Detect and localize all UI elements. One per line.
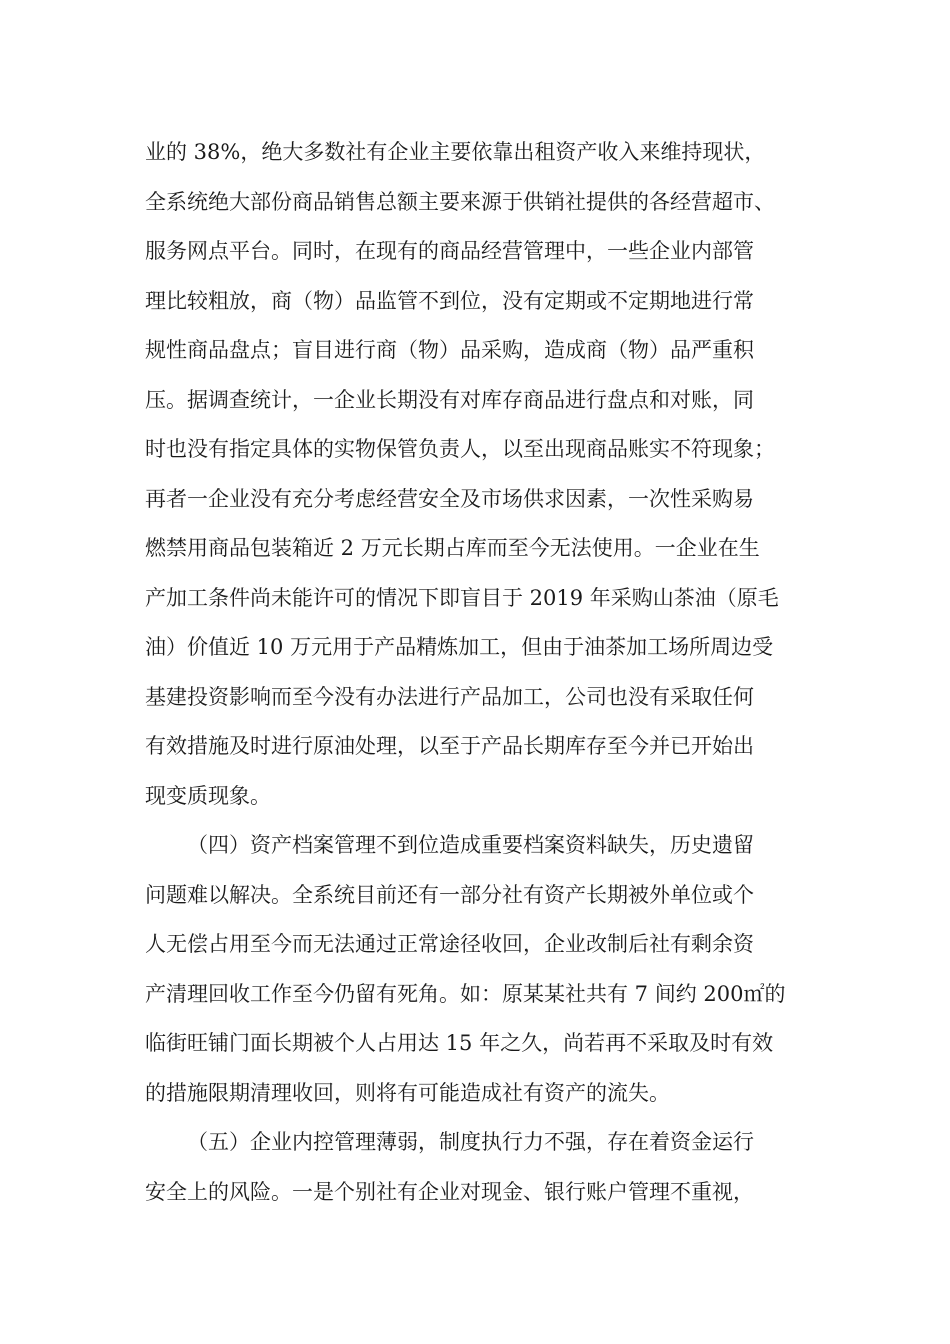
text-line: （五）企业内控管理薄弱，制度执行力不强，存在着资金运行 — [187, 1130, 754, 1154]
text-line: 服务网点平台。同时，在现有的商品经营管理中，一些企业内部管 — [145, 239, 754, 263]
text-line: 油）价值近 10 万元用于产品精炼加工，但由于油茶加工场所周边受 — [145, 635, 774, 659]
text-line: 问题难以解决。全系统目前还有一部分社有资产长期被外单位或个 — [145, 882, 754, 907]
text-line: 时也没有指定具体的实物保管负责人，以至出现商品账实不符现象； — [145, 437, 775, 461]
text-line: 安全上的风险。一是个别社有企业对现金、银行账户管理不重视， — [145, 1179, 754, 1204]
text-line: 的措施限期清理收回，则将有可能造成社有资产的流失。 — [145, 1080, 670, 1105]
text-line: 规性商品盘点；盲目进行商（物）品采购，造成商（物）品严重积 — [145, 338, 754, 362]
text-line: 有效措施及时进行原油处理，以至于产品长期库存至今并已开始出 — [145, 734, 754, 758]
text-line: 产清理回收工作至今仍留有死角。如：原某某社共有 7 间约 200㎡的 — [145, 981, 786, 1006]
text-line: 人无偿占用至今而无法通过正常途径收回，企业改制后社有剩余资 — [145, 932, 754, 956]
text-line: 业的 38%，绝大多数社有企业主要依靠出租资产收入来维持现状， — [145, 140, 766, 164]
text-line: 再者一企业没有充分考虑经营安全及市场供求因素，一次性采购易 — [145, 486, 754, 511]
text-line: 压。据调查统计，一企业长期没有对库存商品进行盘点和对账，同 — [145, 387, 754, 412]
body-text — [145, 128, 810, 1217]
text-line: （四）资产档案管理不到位造成重要档案资料缺失，历史遗留 — [187, 833, 754, 857]
text-line: 临街旺铺门面长期被个人占用达 15 年之久，尚若再不采取及时有效 — [145, 1031, 774, 1055]
text-line: 产加工条件尚未能许可的情况下即盲目于 2019 年采购山茶油（原毛 — [145, 585, 779, 610]
text-line: 基建投资影响而至今没有办法进行产品加工，公司也没有采取任何 — [145, 684, 754, 709]
text-line: 现变质现象。 — [145, 783, 271, 808]
text-line: 理比较粗放，商（物）品监管不到位，没有定期或不定期地进行常 — [145, 288, 754, 313]
text-line: 全系统绝大部份商品销售总额主要来源于供销社提供的各经营超市、 — [145, 189, 775, 214]
text-line: 燃禁用商品包装箱近 2 万元长期占库而至今无法使用。一企业在生 — [145, 536, 760, 560]
